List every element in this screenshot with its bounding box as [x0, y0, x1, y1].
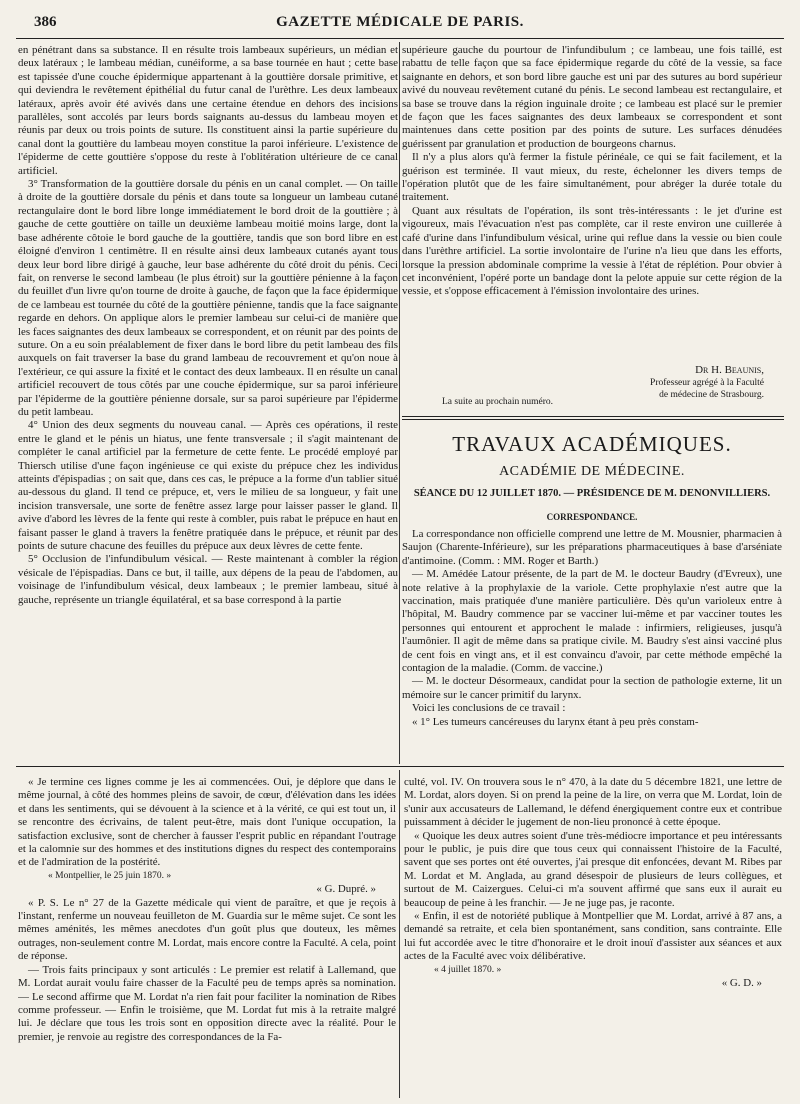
paragraph: « P. S. Le n° 27 de la Gazette médicale qui vient de paraître, et que je reçois à l'instant, renferme un nouveau feuilleton de M. Guardia sur le même sujet. Ce sont les mêmes aménités, les mêmes anecdotes d'un goût plus que douteux, les mêmes outrages, non-seulement contre M. Lordat, mais encore contre la Faculté. A cela, point de réponse.	[18, 896, 396, 963]
paragraph: — Trois faits principaux y sont articulés : Le premier est relatif à Lallemand, que M. Lordat aurait voulu faire chasser de la Faculté peu de temps après sa nomination. — Le second affirme que M. Lordat n'a rien fait pour faciliter la nomination de Ribes comme professeur. — Enfin le troisième, que M. Lordat fut mis à la retraite malgré lui. Je déclare que tous les trois sont en opposition directe avec la réalité. Pour le premier, je renvoie au registre des correspondances de la Fa-	[18, 963, 396, 1043]
paragraph: — M. le docteur Désormeaux, candidat pour la section de pathologie externe, lit un mémoire sur le cancer primitif du larynx.	[402, 675, 782, 701]
section-title: TRAVAUX ACADÉMIQUES.	[452, 432, 732, 456]
paragraph: Il n'y a plus alors qu'à fermer la fistule périnéale, ce qui se fait facilement, et la guérison est terminée. Il vaut mieux, du reste, échelonner les divers temps de l'opération plutôt que de les faire simultanément, pour abréger la durée totale du traitement.	[402, 151, 782, 204]
author-title: Professeur agrégé à la Faculté	[650, 378, 764, 388]
feuilleton-right	[404, 776, 782, 1102]
horizontal-divider	[16, 766, 784, 767]
paragraph: 4° Union des deux segments du nouveau canal. — Après ces opérations, il reste entre le gland et le pénis un hiatus, une fente transversale ; il s'agit maintenant de compléter le canal artificiel par la fermeture de cette fente. Le procédé employé par Thiersch utilise d'une façon ingénieuse ce qui existe du prépuce chez les individus atteints d'épispadias ; on sait que, dans ces cas, le prépuce a la forme d'un tablier situé au-dessous du gland. Il tend ce prépuce, et, vers le milieu de sa longueur, y fait une incision transversale, une sorte de fenêtre assez large pour laisser passer le gland. Il avive d'abord les lèvres de la fente qui reste à combler, puis rabat le prépuce en haut en faisant passer le gland à travers la fenêtre pratiquée dans le prépuce, et réunit par des points de suture chacune des feuilles du prépuce aux deux lèvres de cette fente.	[18, 419, 398, 553]
author-signature	[402, 364, 782, 412]
continued-note: La suite au prochain numéro.	[442, 397, 554, 407]
paragraph: La correspondance non officielle comprend une lettre de M. Mousnier, pharmacien à Saujon (Charente-Inférieure), sur les préparations pharmaceutiques à base d'arséniate d'antimoine. (Comm. : MM. Roger et Barth.)	[402, 528, 782, 567]
paragraph: « 1° Les tumeurs cancéreuses du larynx étant à peu près constam-	[412, 715, 699, 728]
journal-title: GAZETTE MÉDICALE DE PARIS.	[276, 14, 524, 30]
dateline: « Montpellier, le 25 juin 1870. »	[48, 870, 172, 881]
signature: « G. D. »	[721, 977, 762, 990]
paragraph: « Je termine ces lignes comme je les ai commencées. Oui, je déplore que dans le même journal, à côté des hommes pleins de savoir, de cœur, d'élévation dans les idées et dans les sentiments, qui se dévouent à la science et à la vérité, ce qui est tout un, il se rencontre des écrivains, de talent peut-être, mais dont l'unique occupation, la satisfaction exclusive, sont de chercher à fausser l'esprit public en répandant l'outrage et la calomnie sur des hommes et des institutions dignes du respect des contemporains et de l'admiration de la postérité.	[18, 776, 396, 869]
paragraph: « Enfin, il est de notoriété publique à Montpellier que M. Lordat, arrivé à 87 ans, a demandé sa retraite, et cela bien spontanément, sans condition, sans contrainte. Elle lui fut accordée avec le titre d'honoraire et le droit inouï d'assister aux séances et aux actes de la Faculté avec voix délibérative.	[404, 910, 782, 963]
session-title: SÉANCE DU 12 JUILLET 1870. — PRÉSIDENCE DE M. DENONVILLIERS.	[413, 488, 771, 499]
academy-title: ACADÉMIE DE MÉDECINE.	[499, 464, 685, 479]
paragraph: Quant aux résultats de l'opération, ils sont très-intéressants : le jet d'urine est vigoureux, mais l'évacuation n'est pas complète, car il reste environ une cuillerée à café d'urine dans l'infundibulum vésical, urine qui reflue dans la vessie ou bien coule dans l'urèthre artificiel. La sortie involontaire de l'urine n'a lieu que dans les efforts, lorsque la pression abdominale comprime la vessie à l'état de réplétion. Pour obvier à cet inconvénient, l'opéré porte un bandage dont la pelote appuie sur cette région de la vessie, et s'oppose efficacement à l'émission involontaire des urines.	[402, 204, 782, 298]
column-divider-top	[399, 42, 400, 764]
paragraph: culté, vol. IV. On trouvera sous le n° 470, à la date du 5 décembre 1821, une lettre de M. Lordat, alors doyen. Si on prend la peine de la lire, on verra que M. Lordat, loin de s'unir aux accusateurs de Lallemand, le défend énergiquement contre eux et contribue puissamment à décider le jugement de non-lieu prononcé à cette époque.	[404, 776, 782, 829]
header-rule	[16, 38, 784, 39]
dateline: « 4 juillet 1870. »	[434, 964, 502, 975]
section-rule-top	[402, 416, 784, 417]
author-faculty: de médecine de Strasbourg.	[659, 390, 764, 400]
paragraph: supérieure gauche du pourtour de l'infundibulum ; ce lambeau, une fois taillé, est rabattu de telle façon que sa face épidermique regarde du côté de la vessie, sa face saignante en dehors, et son bord libre gauche est uni par des sutures au bord supérieur avivé du nouveau revêtement cutané du pénis. Le second lambeau est rectangulaire, et sa base se trouve dans la région inguinale droite ; ce lambeau est placé sur le premier de façon que les faces saignantes des deux lambeaux se correspondent et sont maintenues dans cette position par des points de suture. Les surfaces dénudées guérissent par granulation et production de bourgeons charnus.	[402, 44, 782, 150]
signature: « G. Dupré. »	[316, 883, 376, 896]
page-header	[0, 14, 800, 34]
academy-report	[402, 528, 782, 766]
section-rule-bottom	[402, 419, 784, 420]
paragraph: — M. Amédée Latour présente, de la part de M. le docteur Baudry (d'Evreux), une note relative à la prophylaxie de la variole. Cette prophylaxie n'est autre que la vaccination, mais pratiquée d'une manière particulière. Dès qu'un varioleux entre à l'hôpital, M. Baudry commence par se vacciner lui-même et par vacciner toutes les personnes qui entourent et approchent le malade : infirmiers, religieuses, jusqu'à l'aumônier. Il agit de même dans sa pratique civile. M. Baudry s'est ainsi vacciné plus de cent fois en vingt ans, et il est convaincu d'avoir, par cette méthode empêché la contagion de la maladie. (Comm. de vaccine.)	[402, 568, 782, 675]
article-right-top	[402, 44, 782, 404]
article-left-top	[18, 44, 398, 762]
paragraph: 5° Occlusion de l'infundibulum vésical. — Reste maintenant à combler la région vésicale de l'épispadias. Dans ce but, il taille, aux dépens de la peau de l'abdomen, au voisinage de l'infundibulum vésical, deux lambeaux ; le premier lambeau, situé à gauche, représente un triangle équilatéral, et sa base correspond à la partie	[18, 553, 398, 606]
paragraph: Voici les conclusions de ce travail :	[412, 702, 566, 715]
paragraph: en pénétrant dans sa substance. Il en résulte trois lambeaux supérieurs, un médian et deux latéraux ; le lambeau médian, cunéiforme, a sa base tournée en haut ; cette base est tapissée d'une couche épidermique appartenant à la gouttière dorsale primitive, et qui deviendra le revêtement épithélial du futur canal de l'urèthre. Les deux lambeaux latéraux, après avoir été avivés dans une certaine étendue en dehors des incisions parallèles, sont accolés par leurs bords saignants au-dessus du lambeau moyen et réunis par deux ou trois points de suture. Ils constituent ainsi la partie supérieure du canal dont la gouttière du lambeau moyen constitue la paroi inférieure. L'existence de l'épiderme de cette gouttière s'oppose du reste à l'oblitération ultérieure de ce canal artificiel.	[18, 44, 398, 177]
feuilleton-left	[18, 776, 396, 1102]
correspondence-title: CORRESPONDANCE.	[546, 512, 638, 522]
column-divider-bottom	[399, 770, 400, 1098]
paragraph: « Quoique les deux autres soient d'une très-médiocre importance et peu intéressants pour le public, je puis dire que tous ceux qui connaissent l'histoire de la Faculté, savent que ses portes ont été ouvertes, j'ai presque dit enfoncées, devant M. Ribes par M. Lordat et M. Anglada, au grand désespoir de plusieurs de leurs collègues, et surtout de M. Caizergues. Celui-ci m'a souvent affirmé que sans eux il aurait eu beaucoup de peine à les franchir. — Je ne juge pas, je raconte.	[404, 829, 782, 909]
author-name: Dr H. Beaunis,	[695, 364, 764, 376]
paragraph: 3° Transformation de la gouttière dorsale du pénis en un canal complet. — On taille à droite de la gouttière dorsale du pénis et dans toute sa longueur un lambeau cutané rectangulaire dont le bord libre longe immédiatement le bord droit de la gouttière ; à gauche de cette gouttière on taille un deuxième lambeau moitié moins large, dont la base adhérente côtoie le bord gauche de la gouttière, tandis que son bord libre en est éloigné d'environ 1 centimètre. Il en résulte ainsi deux lambeaux cutanés ayant tous deux leur bord libre dirigé à gauche, leur base adhérente du côté droit du pénis. Ceci fait, on renverse le second lambeau (le plus étroit) sur la gouttière pénienne à la façon du feuillet d'un livre qu'on tourne de droite à gauche, de façon que la face épidermique de ce lambeau est tournée du côté de la gouttière pénienne, tandis que la face saignante regarde en dehors. On applique alors le premier lambeau sur celui-ci de manière que les faces saignantes des deux lambeaux se correspondent, et on réunit par des points de suture. On a eu soin préalablement de fixer dans le bord libre du petit lambeau des fils auxquels on fait traverser la base du grand lambeau de recouvrement et qu'on noue à l'extérieur, ce qui assure la fixité et le contact des deux lambeaux. Il en résulte un canal artificiel recouvert de tous côtés par une couche épidermique, sur sa paroi inférieure par l'épiderme de la gouttière pénienne dorsale, sur sa paroi supérieure par l'épiderme du petit lambeau.	[18, 178, 398, 418]
page-number: 386	[34, 14, 57, 30]
